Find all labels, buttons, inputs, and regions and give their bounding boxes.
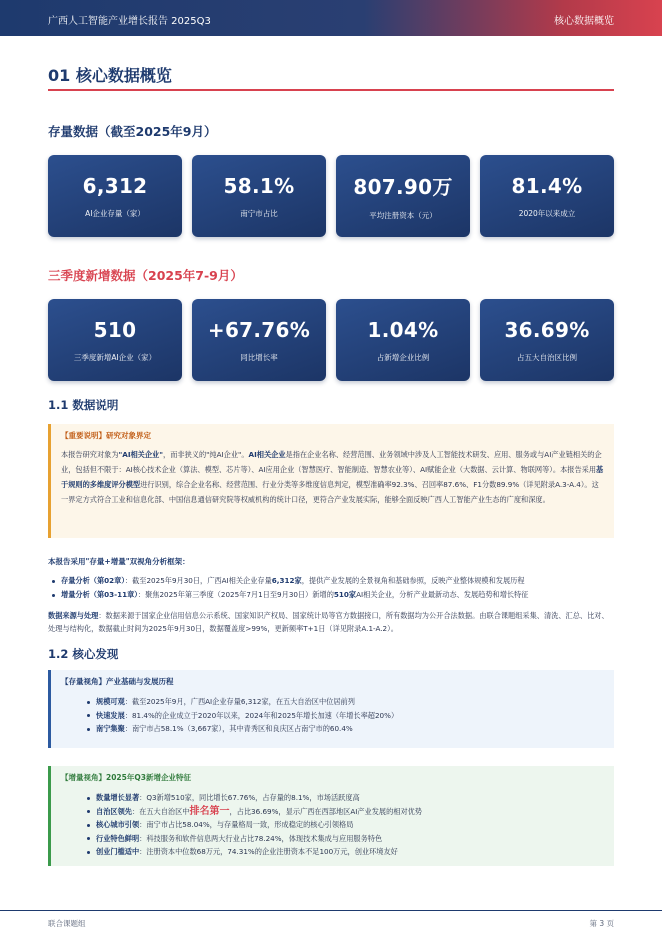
item-bold: 510家 xyxy=(333,590,357,599)
stat-value: 58.1% xyxy=(223,173,295,198)
source-label: 数据来源与处理 xyxy=(48,611,99,620)
footer-author: 联合课题组 xyxy=(48,919,86,928)
section-1-2-title: 1.2 核心发现 xyxy=(48,647,119,661)
report-title: 广西人工智能产业增长报告 2025Q3 xyxy=(48,16,211,27)
bullet-icon xyxy=(87,810,90,813)
stat-card-since-2020 xyxy=(480,155,614,237)
note-text: 本报告研究对象为 xyxy=(61,450,119,459)
item-label: 行业特色鲜明 xyxy=(96,833,140,843)
item-label: 核心城市引领 xyxy=(96,820,140,830)
list-item xyxy=(87,695,604,709)
bullet-icon xyxy=(87,824,90,827)
stat-card-q3-new xyxy=(48,299,182,381)
stat-label: 平均注册资本（元） xyxy=(369,211,437,220)
item-text: ：截至2025年9月，广西AI企业存量6,312家，在五大自治区中位居前列 xyxy=(124,697,355,706)
stat-card-nanning-share xyxy=(192,155,326,237)
item-text: ：81.4%的企业成立于2020年以来，2024年和2025年增长加速（年增长率超20%） xyxy=(124,710,399,720)
note-text: 是指在企业名称、经营范围、业务领域中涉及人工智能技术研发、应用、服务或与AI产业链相关的企业，包括但不限于：AI核心技术企业（算法、模型、芯片等）、AI应用企业（智慧医疗、智能制造、智慧农业等）、AI赋能企业（大数据、云计算、物联网等）。本报告采用 xyxy=(61,450,602,474)
stat-label: 同比增长率 xyxy=(240,352,278,362)
stock-cards xyxy=(48,155,614,237)
page-number: 第 3 页 xyxy=(589,919,614,928)
stat-value: +67.76% xyxy=(207,317,311,342)
item-label: 存量分析（第02章） xyxy=(61,576,125,585)
stat-card-ai-stock xyxy=(48,155,182,237)
stat-label: AI企业存量（家） xyxy=(85,208,145,218)
item-text: ：聚焦2025年第三季度（2025年7月1日至9月30日）新增的 xyxy=(137,590,334,599)
box-title: 【存量视角】产业基础与发展历程 xyxy=(61,677,174,686)
stat-value: 1.04% xyxy=(367,317,439,342)
item-text: ：截至2025年9月30日，广西AI相关企业存量 xyxy=(124,576,272,585)
framework-item-stock xyxy=(52,576,525,586)
bullet-icon xyxy=(87,851,90,854)
stat-value: 807.90万 xyxy=(353,175,453,199)
stat-label: 三季度新增AI企业（家） xyxy=(73,352,157,362)
section-name: 核心数据概览 xyxy=(554,16,614,27)
list-item xyxy=(87,818,604,832)
increment-section-title: 三季度新增数据（2025年7-9月） xyxy=(48,268,243,283)
findings-list xyxy=(61,791,604,859)
page-title: 01 核心数据概览 xyxy=(48,66,172,85)
item-text: ：在五大自治区中 xyxy=(131,806,190,816)
increment-findings-box xyxy=(48,766,614,866)
stat-label: 2020年以来成立 xyxy=(518,208,576,218)
stat-label: 占新增企业比例 xyxy=(376,352,430,362)
footer-divider xyxy=(0,910,662,911)
item-text: ：注册资本中位数68万元，74.31%的企业注册资本不足100万元，创业环境友好 xyxy=(139,847,398,857)
source-text: ：数据来源于国家企业信用信息公示系统、国家知识产权局、国家统计局等官方数据接口，所有数据均为公开合法数据。由联合课题组采集、清洗、汇总、比对、处理与结构化，数据截止时间为2025年9月30日，数据覆盖度>99%，更新频率T+1日（详见附录A.1-A.2）。 xyxy=(48,611,609,633)
bullet-icon xyxy=(52,594,55,597)
bullet-icon xyxy=(87,837,90,840)
stat-value: 510 xyxy=(93,317,137,342)
research-scope-note xyxy=(48,424,614,538)
stat-value: 36.69% xyxy=(504,317,590,342)
note-body xyxy=(61,447,604,507)
framework-item-increment xyxy=(52,590,528,600)
stat-card-region-share xyxy=(480,299,614,381)
title-divider xyxy=(48,89,614,91)
item-label: 创业门槛适中 xyxy=(96,847,140,857)
note-text: ，而非狭义的"纯AI企业"。 xyxy=(163,450,249,459)
note-text: 进行识别，综合企业名称、经营范围、行业分类等多维度信息判定，模型准确率92.3%、召回率87.6%、F1分数89.9%（详见附录A.3-A.4）。这一界定方式符合工业和信息化部、中国信息通信研究院等权威机构的统计口径，更符合产业发展实际，能够全面反映广西人工智能产业生态的广度和深度。 xyxy=(61,480,599,504)
note-bold: AI相关企业 xyxy=(248,450,286,459)
increment-cards xyxy=(48,299,614,381)
box-title: 【增量视角】2025年Q3新增企业特征 xyxy=(61,773,191,782)
item-bold: 6,312家 xyxy=(271,576,302,585)
list-item xyxy=(87,709,604,723)
list-item xyxy=(87,805,604,819)
item-text: ：南宁市占比58.04%，与存量格局一致，形成稳定的核心引领格局 xyxy=(139,820,354,830)
emphasis-text: 排名第一 xyxy=(189,805,230,817)
top-header-bar xyxy=(0,0,662,36)
item-label: 数量增长显著 xyxy=(96,793,140,802)
stat-card-yoy-growth xyxy=(192,299,326,381)
stat-label: 占五大自治区比例 xyxy=(517,352,577,362)
stat-value: 6,312 xyxy=(82,173,148,198)
item-text: ，提供产业发展的全景视角和基础参照，反映产业整体规模和发展历程 xyxy=(301,576,525,585)
list-item xyxy=(87,722,604,736)
data-source-note xyxy=(48,609,614,635)
item-text: ，占比36.69%，显示广西在西部地区AI产业发展的相对优势 xyxy=(229,806,423,816)
item-label: 南宁集聚 xyxy=(96,724,125,734)
item-text: ：科技服务和软件信息两大行业占比78.24%，体现技术集成与应用服务特色 xyxy=(139,833,383,843)
bullet-icon xyxy=(87,728,90,731)
bullet-icon xyxy=(52,580,55,583)
stat-card-avg-capital xyxy=(336,155,470,237)
item-label: 快速发展 xyxy=(96,710,125,720)
stat-label: 南宁市占比 xyxy=(240,208,278,218)
list-item xyxy=(87,832,604,846)
item-label: 规模可观 xyxy=(96,697,125,706)
stock-findings-box xyxy=(48,670,614,748)
note-bold: 基于规则的多维度评分模型 xyxy=(61,465,604,489)
note-title: 【重要说明】研究对象界定 xyxy=(61,431,151,440)
item-label: 自治区领先 xyxy=(96,806,132,816)
bullet-icon xyxy=(87,701,90,704)
list-item xyxy=(87,845,604,859)
item-label: 增量分析（第03-11章） xyxy=(61,590,138,599)
section-1-1-title: 1.1 数据说明 xyxy=(48,398,119,412)
stock-section-title: 存量数据（截至2025年9月） xyxy=(48,124,217,139)
list-item xyxy=(87,791,604,805)
item-text: ：Q3新增510家，同比增长67.76%，占存量的8.1%，市场活跃度高 xyxy=(139,793,360,802)
stat-card-new-share xyxy=(336,299,470,381)
note-bold: "AI相关企业" xyxy=(118,450,163,459)
item-text: ：南宁市占58.1%（3,667家），其中青秀区和良庆区占南宁市的60.4% xyxy=(124,724,353,734)
stat-value: 81.4% xyxy=(511,173,583,198)
findings-list xyxy=(61,695,604,736)
bullet-icon xyxy=(87,797,90,800)
framework-title: 本报告采用"存量+增量"双视角分析框架： xyxy=(48,557,190,566)
bullet-icon xyxy=(87,714,90,717)
item-text: AI相关企业，分析产业最新动态、发展趋势和增长特征 xyxy=(356,590,529,599)
